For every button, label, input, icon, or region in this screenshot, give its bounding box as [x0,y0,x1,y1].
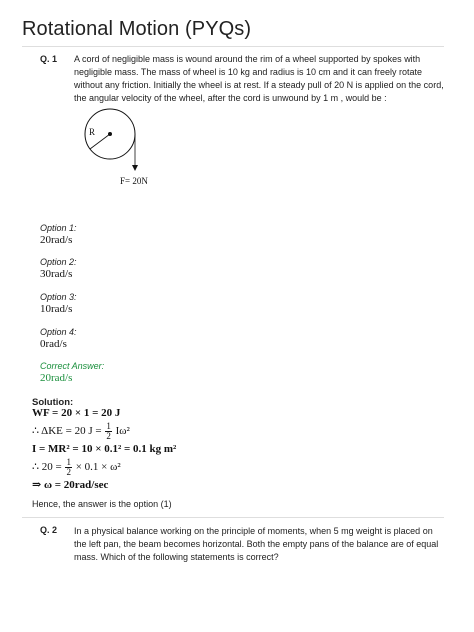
option-4-value: 0rad/s [40,338,67,350]
radius-label: R [89,127,96,137]
option-2-value: 30rad/s [40,268,73,280]
question-text: In a physical balance working on the principle of moments, when 5 mg weight is placed on the left pan, the beam becomes horizontal. Both the empty pans of the balance are of equal mass. Which of the following statements is correct? [74,526,439,562]
solution-line-2-a: ∴ ΔKE = 20 J = [32,425,102,438]
solution-conclusion: Hence, the answer is the option (1) [32,499,172,509]
title-divider [22,46,444,47]
correct-answer-label: Correct Answer: [40,361,105,371]
question-number: Q. 1 [40,54,58,64]
question-divider [22,517,444,518]
fraction-half: $\frac{1}{2}$ [66,457,71,477]
option-4-label: Option 4: [40,327,77,337]
page-title: Rotational Motion (PYQs) [22,18,252,40]
solution-line-2 [32,422,130,441]
solution-line-1: WF = 20 × 1 = 20 J [32,407,121,419]
wheel-diagram [78,104,168,190]
option-1-label: Option 1: [40,223,77,233]
question-text: A cord of negligible mass is wound around the rim of a wheel supported by spokes with negligible mass. The mass of wheel is 10 kg and radius is 10 cm and it can freely rotate without any friction. Initially the wheel is at rest. If a steady pull of 20 N is applied on the cord, the angular velocity of the wheel, after the cord is unwound by 1 m , would be : [74,54,444,103]
option-1-value: 20rad/s [40,234,73,246]
correct-answer-value: 20rad/s [40,372,73,384]
option-3-value: 10rad/s [40,303,73,315]
option-3-label: Option 3: [40,292,77,302]
question-number: Q. 2 [40,525,58,535]
fraction-half: $\frac{1}{2}$ [106,421,111,441]
force-arrowhead [132,165,138,171]
solution-line-4 [32,458,121,477]
option-2-label: Option 2: [40,257,77,267]
force-label: F= 20N [120,176,148,186]
solution-line-4-b: × 0.1 × ω² [75,461,121,474]
solution-line-2-b: Iω² [115,425,130,438]
solution-line-3: I = MR² = 10 × 0.1² = 0.1 kg m² [32,443,177,455]
solution-line-5: ⇒ ω = 20rad/sec [32,479,109,491]
solution-line-4-a: ∴ 20 = [32,461,62,474]
solution-label: Solution: [32,397,74,408]
